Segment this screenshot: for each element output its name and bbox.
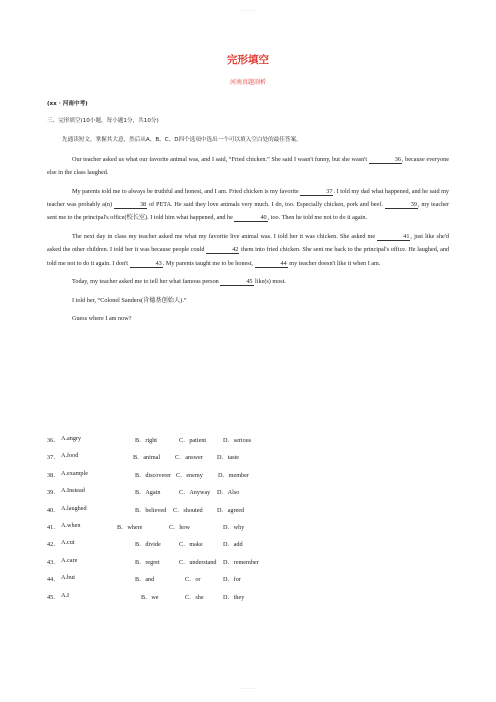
option-c: C．make [179,541,203,549]
question-row [47,452,447,469]
question-number: 39． [47,489,60,497]
option-a: A.care [61,556,78,564]
option-d: D．remember [223,558,259,566]
passage-text: , too. Then he told me not to do it again. [267,214,368,222]
section-heading: 三、完形填空(10小题，每小题1分，共10分) [47,118,159,124]
option-c: C．answer [175,454,203,462]
instructions: 先通读短文，掌握其大意，然后从A、B、C、D四个选项中选出一个可以填入空白处的最佳答案。 [62,137,302,143]
option-b: B．divide [135,541,161,549]
blank-39: 39 [385,201,418,209]
question-number: 37． [47,454,60,462]
passage-paragraph-4 [47,275,449,288]
option-c: C．she [185,593,204,601]
option-c: C．patient [179,437,207,444]
passage-text: my teacher doesn't like it when I am. [289,259,381,267]
question-row [47,574,447,591]
passage-paragraph-6: Guess where I am now? [72,315,132,323]
option-b: B．discoverer [135,471,172,479]
blank-45: 45 [220,278,253,286]
blank-41: 41 [377,233,410,241]
passage-text: of PETA. He said they love animals very much. I do, too. Especially chicken, pork and beef. [149,201,383,209]
question-row [47,470,447,487]
question-row [47,592,447,609]
passage-text: . My parents taught me to be honest, [162,259,253,267]
passage-text: . I told my dad what happened, and he said my teacher was probably a(n) [47,187,450,209]
question-row [47,522,447,539]
option-c: C．enemy [176,471,203,479]
passage-text: , because everyone else in the class laughed. [47,156,450,177]
option-b: B．Again [135,489,161,497]
option-b: B．we [141,593,159,601]
question-number: 43． [47,558,60,566]
question-row [47,505,447,522]
question-number: 42． [47,541,60,549]
option-a: A.food [61,452,79,460]
option-b: B．where [117,523,143,531]
question-number: 36． [47,437,60,444]
option-b: B．and [135,576,155,584]
passage-paragraph-3 [47,230,449,270]
blank-43: 43 [130,260,163,268]
question-list [47,435,447,609]
question-number: 40． [47,506,60,514]
question-number: 38． [47,471,60,479]
option-c: C．shouted [173,506,203,514]
passage-paragraph-2 [47,185,449,225]
option-d: D．member [218,471,249,479]
passage-paragraph-1 [47,153,449,180]
option-a: A.Instead [61,487,85,495]
page-subtitle: 河南真题剖析 [229,79,266,86]
option-d: D．why [223,523,245,531]
option-d: D．Also [217,489,240,497]
option-b: B．regret [135,558,160,566]
option-d: D．serious [223,437,252,444]
option-a: A.angry [61,435,82,442]
passage-text: , just like she'd asked the other children. I told her it was because people could [47,233,449,254]
exam-source: (xx · 河南中考) [47,101,88,107]
option-a: A.laughed [61,504,87,512]
option-d: D．they [223,593,245,601]
question-row [47,435,447,452]
question-row [47,487,447,504]
question-number: 41． [47,523,60,531]
page-title: 完形填空 [227,54,269,66]
blank-38: 38 [114,201,147,209]
blank-36: 36 [369,156,402,164]
option-a: A.but [61,574,75,582]
option-c: C．understand [179,558,217,566]
header-mark: · · · · · · [239,8,257,14]
blank-42: 42 [206,246,239,254]
question-row [47,557,447,574]
option-b: B．believed [135,506,167,514]
option-a: A.cut [61,539,75,547]
question-number: 45． [47,593,60,601]
passage-paragraph-5: I told her, “Colonel Sanders(肯德基创始人).” [72,296,187,304]
cloze-passage [47,153,449,331]
option-c: C．how [169,523,190,531]
option-d: D．for [223,576,241,584]
blank-44: 44 [255,260,288,268]
passage-text: , my teacher sent me to the principal's office(校长室). I told him what happened, and he [47,201,450,222]
passage-text: like(s) most. [255,278,286,286]
option-c: C．Anyway [179,489,211,497]
option-d: D．taste [217,454,239,462]
blank-37: 37 [300,188,333,196]
question-number: 44． [47,576,60,584]
blank-40: 40 [234,214,267,222]
passage-text: them into fried chicken. She sent me back to the principal's office. He laughed, and told me not to do it again. I don't [47,246,450,267]
passage-text: My parents told me to always be truthful and honest, and I am. Fried chicken is my favorite [72,187,299,195]
passage-text: The next day in class my teacher asked me what my favorite live animal was. I told her it was chicken. She asked me [72,233,376,241]
option-b: B．animal [133,454,161,462]
question-row [47,539,447,556]
option-c: C．or [185,576,201,584]
option-b: B．right [135,437,158,444]
footer-mark: · · · · · · [239,686,257,692]
option-d: D．agreed [217,506,245,514]
option-a: A.I [61,591,70,599]
passage-text: Today, my teacher asked me to tell her what famous person [72,278,219,286]
passage-text: Our teacher asked us what our favorite animal was, and I said, “Fried chicken.” She said I wasn't funny, but she wasn't [72,156,368,163]
option-a: A.example [61,469,88,477]
option-a: A.when [61,521,81,529]
option-d: D．add [223,541,243,549]
